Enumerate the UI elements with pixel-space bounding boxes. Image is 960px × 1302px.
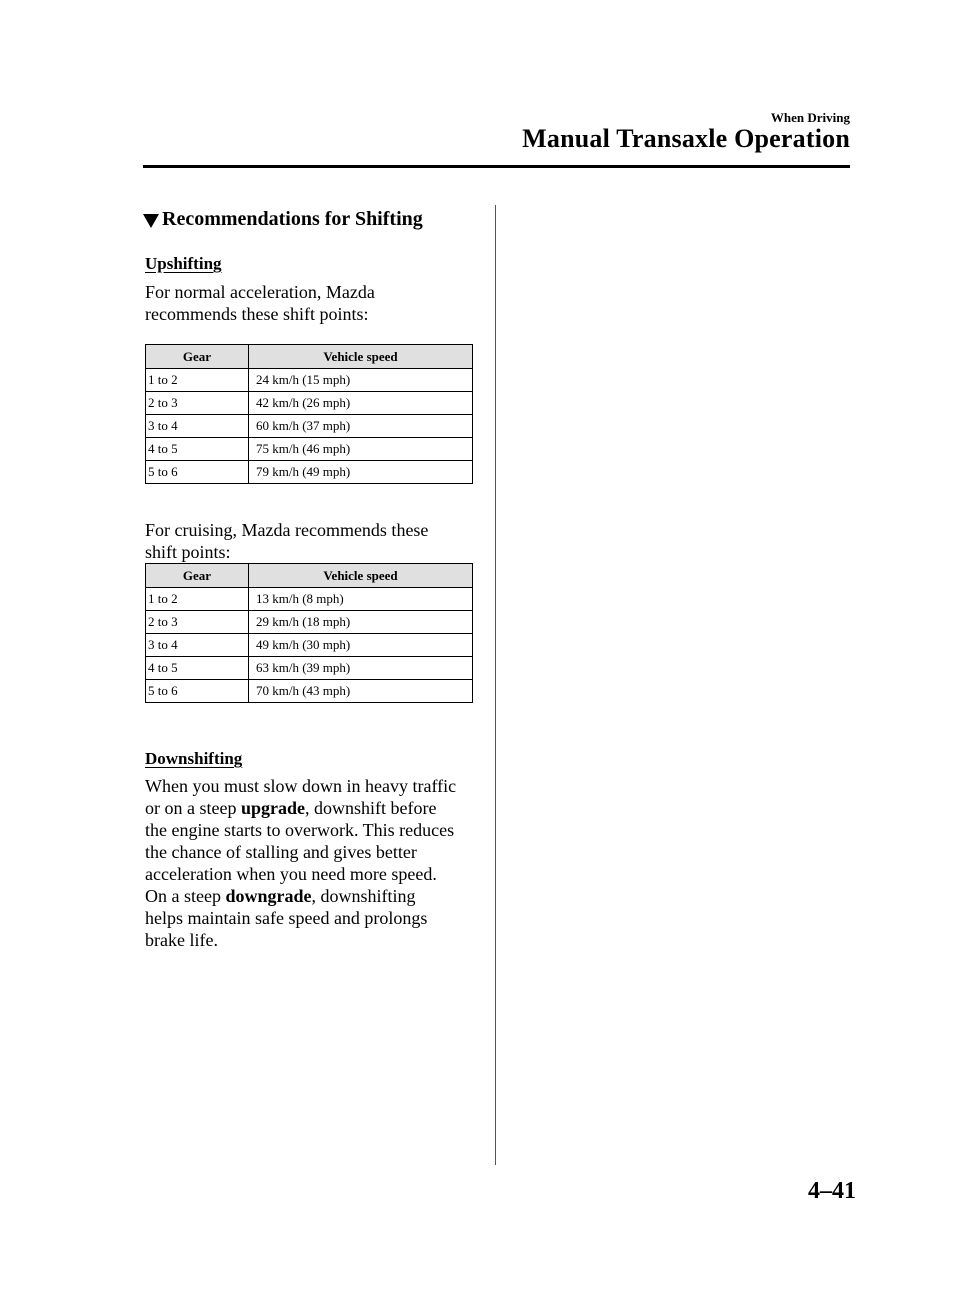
- table-row: [146, 657, 473, 680]
- section-heading: [143, 208, 423, 231]
- text-span: , downshifting: [311, 886, 416, 906]
- speed-cell: 63 km/h (39 mph): [249, 657, 473, 680]
- term-downgrade: downgrade: [225, 886, 312, 906]
- triangle-down-icon: [143, 214, 159, 228]
- header-section-label: When Driving: [770, 110, 850, 125]
- gear-cell: 1 to 2: [146, 588, 249, 611]
- upshifting-intro: [145, 281, 475, 325]
- speed-cell: 79 km/h (49 mph): [249, 461, 473, 484]
- gear-cell: 2 to 3: [146, 611, 249, 634]
- text-line: [145, 885, 480, 907]
- speed-cell: 13 km/h (8 mph): [249, 588, 473, 611]
- speed-cell: 70 km/h (43 mph): [249, 680, 473, 703]
- column-divider: [495, 205, 496, 1165]
- speed-cell: 42 km/h (26 mph): [249, 392, 473, 415]
- header-rule: [143, 165, 850, 168]
- term-upgrade: upgrade: [240, 798, 305, 818]
- text-span: or on a steep: [145, 798, 241, 818]
- text-line: helps maintain safe speed and prolongs: [145, 908, 428, 928]
- speed-cell: 60 km/h (37 mph): [249, 415, 473, 438]
- table-row: [146, 415, 473, 438]
- table-row: [146, 392, 473, 415]
- text-line: recommends these shift points:: [145, 304, 369, 324]
- column-header-speed: Vehicle speed: [249, 345, 473, 369]
- text-line: brake life.: [145, 930, 218, 950]
- text-span: On a steep: [145, 886, 226, 906]
- table-header-row: [146, 564, 473, 588]
- section-heading-text: Recommendations for Shifting: [162, 208, 423, 230]
- gear-cell: 2 to 3: [146, 392, 249, 415]
- text-line: the engine starts to overwork. This reduces: [145, 820, 455, 840]
- table-row: [146, 680, 473, 703]
- page-header-title: Manual Transaxle Operation: [522, 124, 850, 153]
- speed-cell: 75 km/h (46 mph): [249, 438, 473, 461]
- downshifting-body: [145, 775, 480, 951]
- column-header-speed: Vehicle speed: [249, 564, 473, 588]
- speed-cell: 49 km/h (30 mph): [249, 634, 473, 657]
- normal-shift-table: [145, 344, 473, 484]
- gear-cell: 5 to 6: [146, 461, 249, 484]
- cruise-shift-table: [145, 563, 473, 703]
- text-span: , downshift before: [304, 798, 437, 818]
- gear-cell: 4 to 5: [146, 657, 249, 680]
- text-line: For cruising, Mazda recommends these: [145, 520, 429, 540]
- downshifting-heading: Downshifting: [145, 749, 243, 768]
- gear-cell: 3 to 4: [146, 634, 249, 657]
- gear-cell: 4 to 5: [146, 438, 249, 461]
- table-row: [146, 369, 473, 392]
- table-row: [146, 588, 473, 611]
- table-row: [146, 438, 473, 461]
- column-header-gear: Gear: [146, 564, 249, 588]
- table-row: [146, 461, 473, 484]
- text-line: When you must slow down in heavy traffic: [145, 776, 457, 796]
- gear-cell: 3 to 4: [146, 415, 249, 438]
- text-line: the chance of stalling and gives better: [145, 842, 417, 862]
- text-line: acceleration when you need more speed.: [145, 864, 437, 884]
- upshifting-heading: Upshifting: [145, 254, 222, 273]
- table-header-row: [146, 345, 473, 369]
- gear-cell: 1 to 2: [146, 369, 249, 392]
- cruising-intro: [145, 519, 475, 563]
- speed-cell: 29 km/h (18 mph): [249, 611, 473, 634]
- table-row: [146, 634, 473, 657]
- text-line: shift points:: [145, 542, 231, 562]
- gear-cell: 5 to 6: [146, 680, 249, 703]
- table-row: [146, 611, 473, 634]
- column-header-gear: Gear: [146, 345, 249, 369]
- speed-cell: 24 km/h (15 mph): [249, 369, 473, 392]
- text-line: For normal acceleration, Mazda: [145, 282, 375, 302]
- text-line: [145, 797, 480, 819]
- page-number: 4–41: [808, 1178, 856, 1204]
